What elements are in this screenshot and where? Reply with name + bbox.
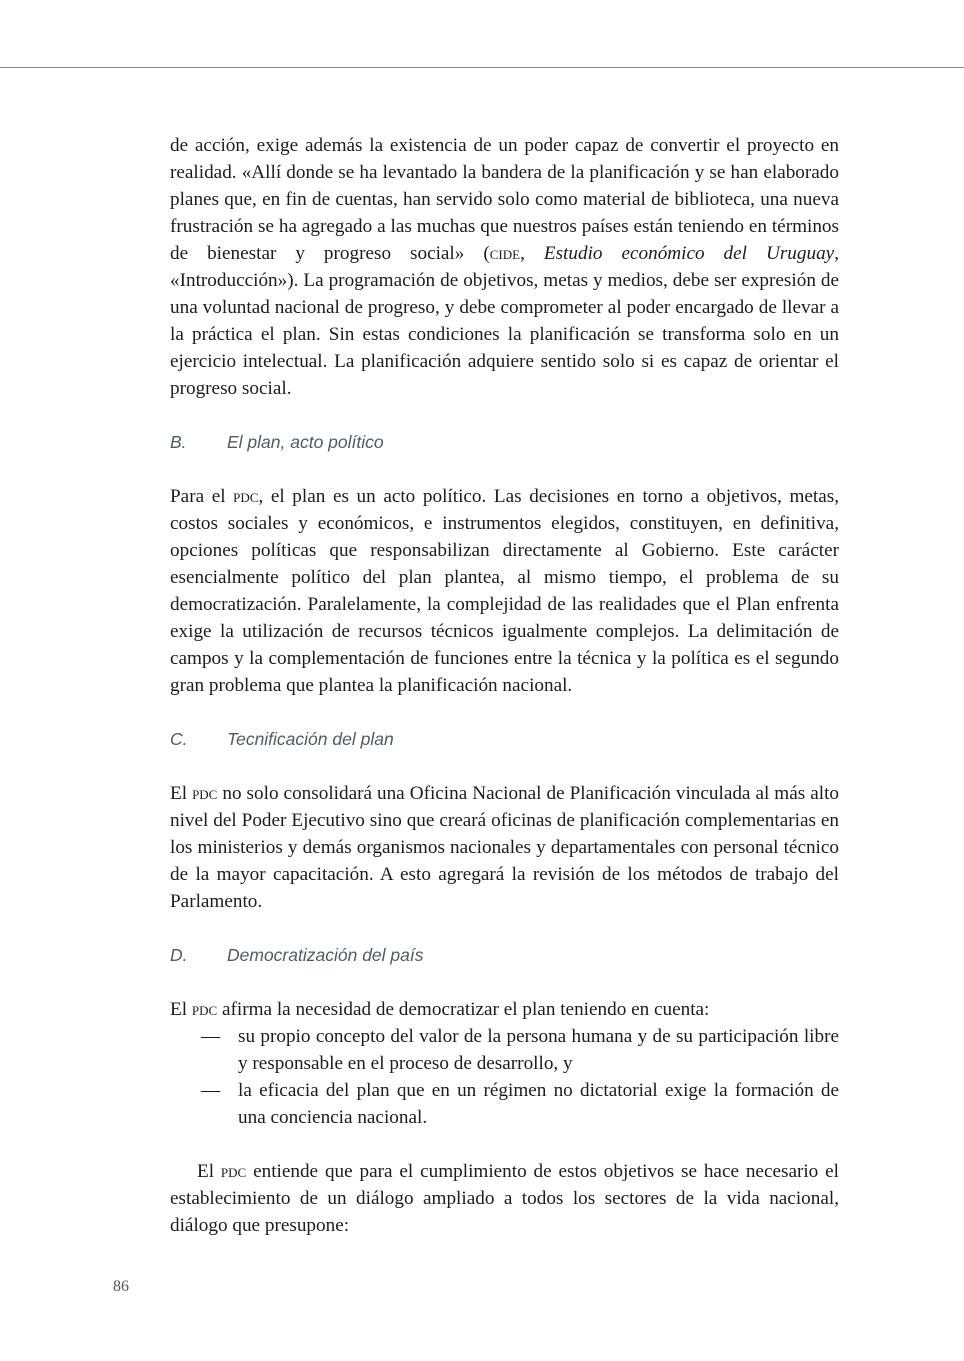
acronym-cide: cide: [489, 243, 521, 264]
paragraph-technification: [170, 780, 839, 915]
acronym-pdc: pdc: [220, 1161, 247, 1182]
dash-bullet: —: [201, 1080, 221, 1101]
list-item-text: su propio concepto del valor de la persona humana y de su participación libre y responsable en el proceso de desarrollo, y: [238, 1026, 839, 1074]
header-rule: [0, 67, 964, 68]
section-title: Democratización del país: [227, 945, 424, 965]
section-heading-d: [170, 942, 839, 969]
acronym-pdc: pdc: [192, 783, 218, 804]
dash-bullet: —: [201, 1026, 221, 1047]
list-item-text: la eficacia del plan que en un régimen no dictatorial exige la formación de una conciencia nacional.: [238, 1080, 839, 1128]
paragraph-text: El: [170, 999, 192, 1020]
paragraph-text: , «Introducción»). La programación de objetivos, metas y medios, debe ser expresión de una voluntad nacional de progreso, y debe comprometer al poder encargado de llevar a la práctica el plan. Sin estas condiciones la planificación se transforma solo en un ejercicio intelectual. La planificación adquiere sentido solo si es capaz de orientar el progreso social.: [170, 243, 839, 399]
paragraph-text: afirma la necesidad de democratizar el plan teniendo en cuenta:: [217, 999, 710, 1020]
paragraph-democratization: [170, 996, 839, 1023]
paragraph-dialogue: [170, 1158, 839, 1239]
section-heading-b: [170, 429, 839, 456]
page-number: 86: [113, 1278, 129, 1295]
section-title: Tecnificación del plan: [227, 729, 394, 749]
cited-work-title: Estudio económico del Uruguay: [543, 243, 835, 264]
paragraph-planning-power: [170, 132, 839, 402]
section-letter: B.: [170, 432, 187, 452]
acronym-pdc: pdc: [191, 999, 218, 1020]
list-item: [170, 1077, 839, 1131]
paragraph-text: Para el: [170, 486, 234, 507]
section-letter: D.: [170, 945, 188, 965]
paragraph-text: ,: [520, 243, 544, 264]
paragraph-text: El: [197, 1161, 221, 1182]
paragraph-text: de acción, exige además la existencia de un poder capaz de convertir el proyecto en realidad. «Allí donde se ha levantado la bandera de la planificación y se han elaborado planes que, en fin de cuentas, han servido solo como material de biblioteca, una nueva frustración se ha agregado a las muchas que nuestros países están teniendo en términos de bienestar y progreso social» (: [170, 135, 839, 264]
section-heading-c: [170, 726, 839, 753]
list-item: [170, 1023, 839, 1077]
page-body: [170, 132, 839, 1239]
section-letter: C.: [170, 729, 188, 749]
paragraph-text: El: [170, 783, 193, 804]
democratization-list: [170, 1023, 839, 1131]
paragraph-text: entiende que para el cumplimiento de estos objetivos se hace necesario el establecimiento de un diálogo ampliado a todos los sectores de la vida nacional, diálogo que presupone:: [170, 1161, 839, 1236]
acronym-pdc: pdc: [233, 486, 259, 507]
paragraph-political-act: [170, 483, 839, 699]
paragraph-text: no solo consolidará una Oficina Nacional de Planificación vinculada al más alto nivel del Poder Ejecutivo sino que creará oficinas de planificación complementarias en los ministerios y demás organismos nacionales y departamentales con personal técnico de la mayor capacitación. A esto agregará la revisión de los métodos de trabajo del Parlamento.: [170, 783, 839, 912]
paragraph-text: , el plan es un acto político. Las decisiones en torno a objetivos, metas, costos sociales y económicos, e instrumentos elegidos, constituyen, en definitiva, opciones políticas que responsabilizan directamente al Gobierno. Este carácter esencialmente político del plan plantea, al mismo tiempo, el problema de su democratización. Paralelamente, la complejidad de las realidades que el Plan enfrenta exige la utilización de recursos técnicos igualmente complejos. La delimitación de campos y la complementación de funciones entre la técnica y la política es el segundo gran problema que plantea la planificación nacional.: [170, 486, 839, 696]
section-title: El plan, acto político: [227, 432, 384, 452]
